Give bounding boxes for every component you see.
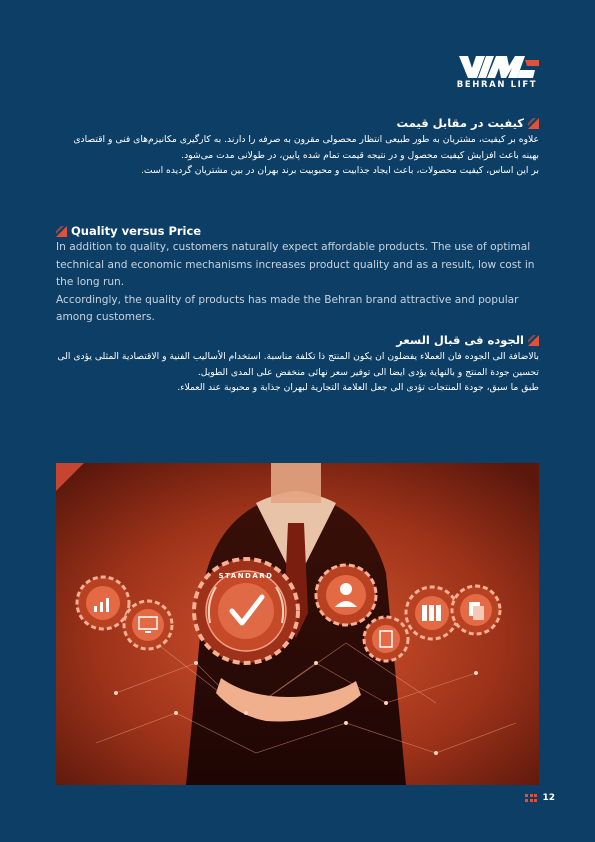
behran-lift-logo [455, 56, 539, 90]
badge-text: STANDARD [218, 572, 274, 580]
page-number: 12 [542, 793, 555, 803]
paragraph-persian-2: بر این اساس، کیفیت محصولات، باعث ایجاد جذابیت و محبوبیت برند بهران در بین مشتریان گردیده است. [140, 165, 539, 176]
paragraph-persian-1: علاوه بر کیفیت، مشتریان به طور طبیعی انتظار محصولی مقرون به صرفه را دارند. به کارگیری مکانیزم‌های فنی و اقتصادی بهینه باعث افزایش کیفیت محصول و در نتیجه قیمت تمام شده پایین، در طولانی مدت می‌شود. [73, 134, 539, 161]
paragraph-arabic-2: طبق ما سبق، جودة المنتجات تؤدی الی جعل العلامة التجاریة لبهران جذابة و محبوبة عند العملاء. [177, 382, 539, 393]
gear-calculator-icon [364, 617, 408, 661]
heading-arabic-text: الجوده فی قبال السعر [396, 333, 524, 347]
corner-mark-icon [528, 335, 539, 346]
logo-mark-icon [455, 56, 539, 78]
paragraph-arabic-1: بالاضافة الی الجوده فان العملاء یفضلون ان یکون المنتج ذا تکلفة مناسبة. استخدام الأسالیب الفنیة و الاقتصادیة المثلی یؤدی الی تحسین جودة المنتج و بالنهایة یؤدی ایضا الی توفیر سعر نهائی منخفض علی المدی الطویل. [57, 351, 539, 378]
heading-persian-text: کیفیت در مقابل قیمت [396, 116, 524, 130]
gear-computer-icon [124, 601, 172, 649]
paragraph-english-1: In addition to quality, customers naturally expect affordable products. The use of optimal technical and economic mechanisms increases product quality and as a result, low cost in the long run. [56, 241, 535, 288]
gear-chart-icon [77, 577, 129, 629]
gear-user-icon [316, 565, 376, 625]
paragraph-english-2: Accordingly, the quality of products has made the Behran brand attractive and popular among customers. [56, 293, 519, 323]
gear-documents-icon [452, 586, 500, 634]
quality-standard-photo [56, 463, 539, 785]
heading-arabic [56, 333, 539, 347]
heading-english [56, 224, 539, 238]
section-english [56, 224, 539, 327]
corner-mark-icon [56, 226, 67, 237]
corner-mark-icon [528, 118, 539, 129]
gear-files-icon [406, 587, 458, 639]
page-dots-icon [525, 794, 537, 802]
logo-text: BEHRAN LIFT [456, 80, 538, 90]
section-persian [56, 116, 539, 179]
section-arabic [56, 333, 539, 396]
heading-persian [56, 116, 539, 130]
page-footer [525, 793, 555, 803]
heading-english-text: Quality versus Price [71, 224, 202, 238]
